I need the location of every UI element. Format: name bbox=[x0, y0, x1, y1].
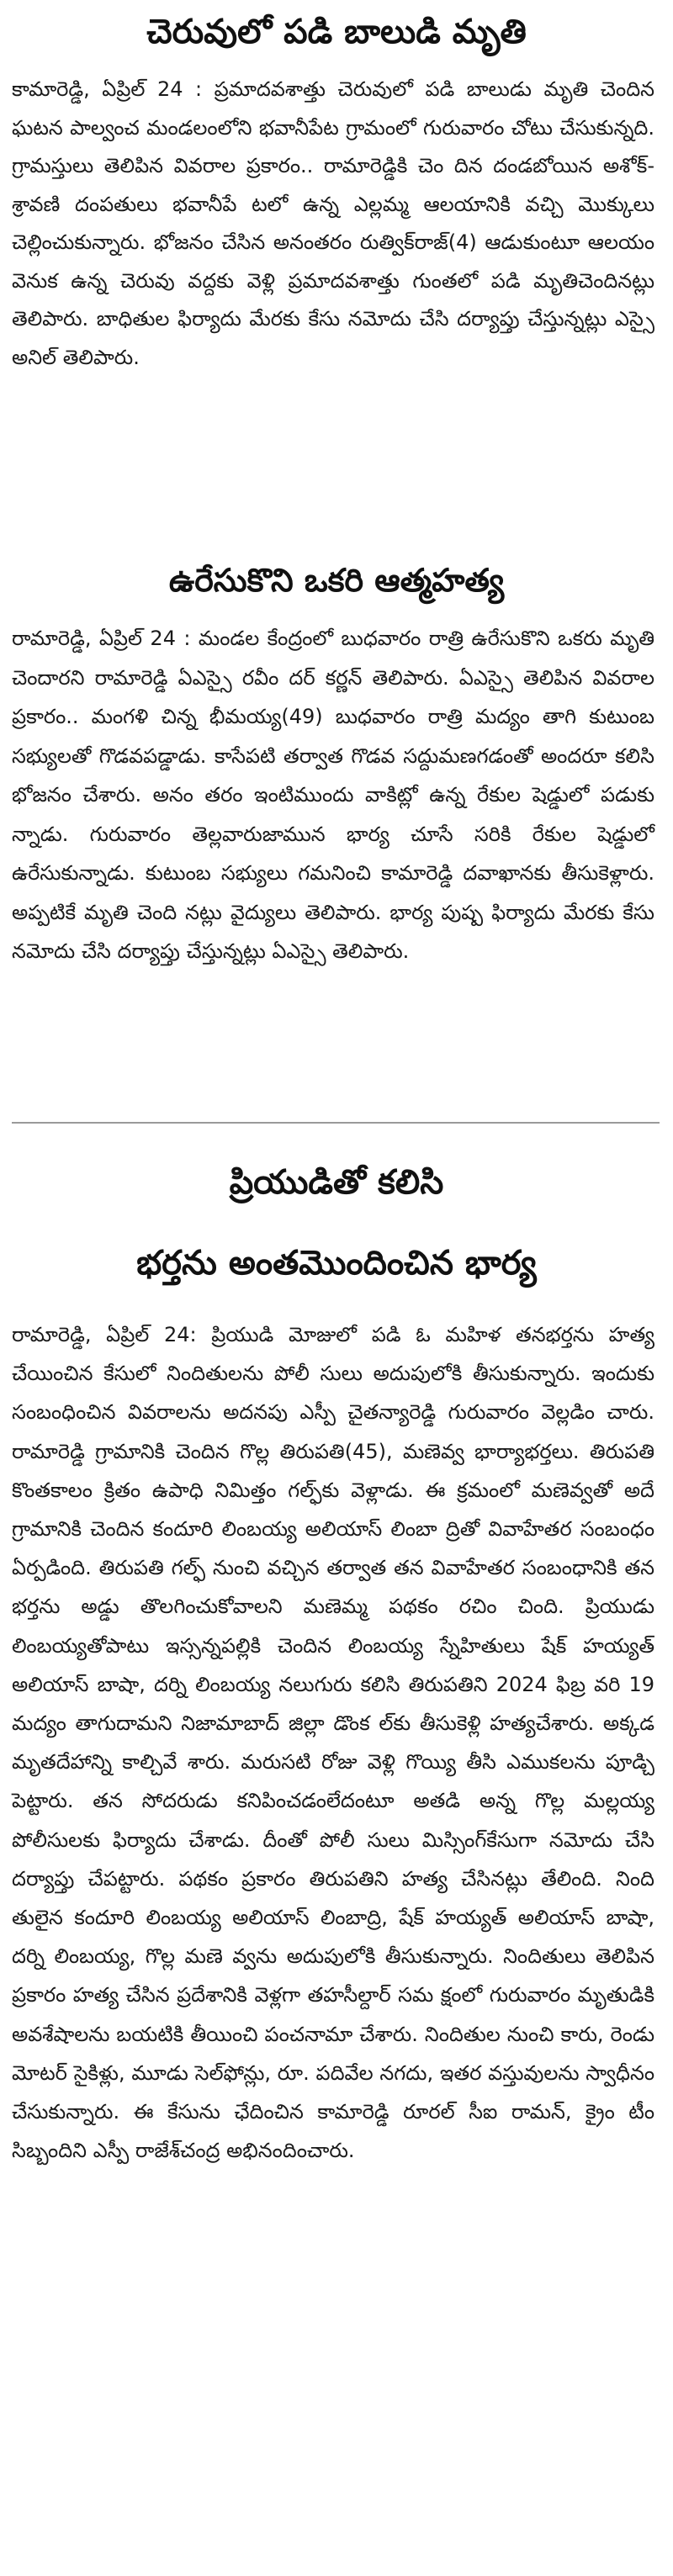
headline-murder-line2: భర్తను అంతమొందించిన భార్య bbox=[136, 1244, 537, 1283]
article-body-drowning: కామారెడ్డి, ఏప్రిల్ 24 : ప్రమాదవశాత్తు చెరువులో పడి బాలుడు మృతి చెందిన ఘటన పాల్వంచ మండలంలోని భవానీపేట గ్రామంలో గురువారం చోటు చేసుకున్నది. గ్రామస్తులు తెలిపిన వివరాల ప్రకారం.. రామారెడ్డికి చెం దిన దండబోయిన అశోక్-శ్రావణి దంపతులు భవానీపే టలో ఉన్న ఎల్లమ్మ ఆలయానికి వచ్చి మొక్కులు చెల్లించుకున్నారు. భోజనం చేసిన అనంతరం రుత్విక్‌రాజ్(4) ఆడుకుంటూ ఆలయం వెనుక ఉన్న చెరువు వద్దకు వెళ్లి ప్రమాదవశాత్తు గుంతలో పడి మృతిచెందినట్లు తెలిపారు. బాధితుల ఫిర్యాదు మేరకు కేసు నమోదు చేసి దర్యాప్తు చేస్తున్నట్లు ఎస్సై అనిల్ తెలిపారు. bbox=[12, 77, 654, 369]
headline-murder-line1: ప్రియుడితో కలిసి bbox=[229, 1163, 444, 1202]
headline-drowning: చెరువులో పడి బాలుడి మృతి bbox=[146, 13, 527, 51]
article-body-suicide: రామారెడ్డి, ఏప్రిల్ 24 : మండల కేంద్రంలో బుధవారం రాత్రి ఉరేసుకొని ఒకరు మృతి చెందారని రామారెడ్డి ఏఎస్సై రవీం దర్ కర్ణన్ తెలిపారు. ఏఎస్సై తెలిపిన వివరాల ప్రకారం.. మంగళి చిన్న భీమయ్య(49) బుధవారం రాత్రి మద్యం తాగి కుటుంబ సభ్యులతో గొడవపడ్డాడు. కాసేపటి తర్వాత గొడవ సద్దుమణగడంతో అందరూ కలిసి భోజనం చేశారు. అనం తరం ఇంటిముందు వాకిట్లో ఉన్న రేకుల షెడ్డులో పడుకు న్నాడు. గురువారం తెల్లవారుజామున భార్య చూసే సరికి రేకుల షెడ్డులో ఉరేసుకున్నాడు. కుటుంబ సభ్యులు గమనించి కామారెడ్డి దవాఖానకు తీసుకెళ్లారు. అప్పటికే మృతి చెంది నట్లు వైద్యులు తెలిపారు. భార్య పుష్ప ఫిర్యాదు మేరకు కేసు నమోదు చేసి దర్యాప్తు చేస్తున్నట్లు ఏఎస్సై తెలిపారు. bbox=[12, 627, 654, 963]
article-drowning bbox=[0, 0, 673, 547]
headline-suicide: ఉరేసుకొని ఒకరి ఆత్మహత్య bbox=[168, 562, 505, 599]
article-murder bbox=[0, 1124, 673, 2576]
article-body-murder: రామారెడ్డి, ఏప్రిల్ 24: ప్రియుడి మోజులో పడి ఓ మహిళ తనభర్తను హత్య చేయించిన కేసులో నిందితులను పోలీ సులు అదుపులోకి తీసుకున్నారు. ఇందుకు సంబంధించిన వివరాలను అదనపు ఎస్పీ చైతన్యారెడ్డి గురువారం వెల్లడిం చారు. రామారెడ్డి గ్రామానికి చెందిన గొల్ల తిరుపతి(45), మణెవ్వ భార్యాభర్తలు. తిరుపతి కొంతకాలం క్రితం ఉపాధి నిమిత్తం గల్ఫ్‌కు వెళ్లాడు. ఈ క్రమంలో మణెవ్వతో అదే గ్రామానికి చెందిన కందూరి లింబయ్య అలియాస్ లింబా ద్రితో వివాహేతర సంబంధం ఏర్పడింది. తిరుపతి గల్ఫ్ నుంచి వచ్చిన తర్వాత తన వివాహేతర సంబంధానికి తన భర్తను అడ్డు తొలగించుకోవాలని మణెమ్మ పథకం రచిం చింది. ప్రియుడు లింబయ్యతోపాటు ఇస్సన్నపల్లికి చెందిన లింబయ్య స్నేహితులు షేక్ హయ్యత్ అలియాస్ బాషా, దర్ని లింబయ్య నలుగురు కలిసి తిరుపతిని 2024 ఫిబ్ర వరి 19 మద్యం తాగుదామని నిజామాబాద్ జిల్లా డొంక ల్‌కు తీసుకెళ్లి హత్యచేశారు. అక్కడ మృతదేహాన్ని కాల్చివే శారు. మరుసటి రోజు వెళ్లి గొయ్యి తీసి ఎముకలను పూడ్చి పెట్టారు. తన సోదరుడు కనిపించడంలేదంటూ అతడి అన్న గొల్ల మల్లయ్య పోలీసులకు ఫిర్యాదు చేశాడు. దీంతో పోలీ సులు మిస్సింగ్‌కేసుగా నమోదు చేసి దర్యాప్తు చేపట్టారు. పథకం ప్రకారం తిరుపతిని హత్య చేసినట్లు తేలింది. నింది తులైన కందూరి లింబయ్య అలియాస్ లింబాద్రి, షేక్ హయ్యత్ అలియాస్ బాషా, దర్ని లింబయ్య, గొల్ల మణె వ్వను అదుపులోకి తీసుకున్నారు. నిందితులు తెలిపిన ప్రకారం హత్య చేసిన ప్రదేశానికి వెళ్లగా తహసీల్దార్ సమ క్షంలో గురువారం మృతుడికి అవశేషాలను బయటికి తీయించి పంచనామా చేశారు. నిందితుల నుంచి కారు, రెండు మోటర్ సైకిళ్లు, మూడు సెల్‌ఫోన్లు, రూ. పదివేల నగదు, ఇతర వస్తువులను స్వాధీనం చేసుకున్నారు. ఈ కేసును ఛేదించిన కామారెడ్డి రూరల్ సీఐ రామన్, క్రైం టీం సిబ్బందిని ఎస్పీ రాజేశ్‌చంద్ర అభినందించారు. bbox=[12, 1323, 654, 2163]
article-suicide bbox=[0, 547, 673, 1120]
